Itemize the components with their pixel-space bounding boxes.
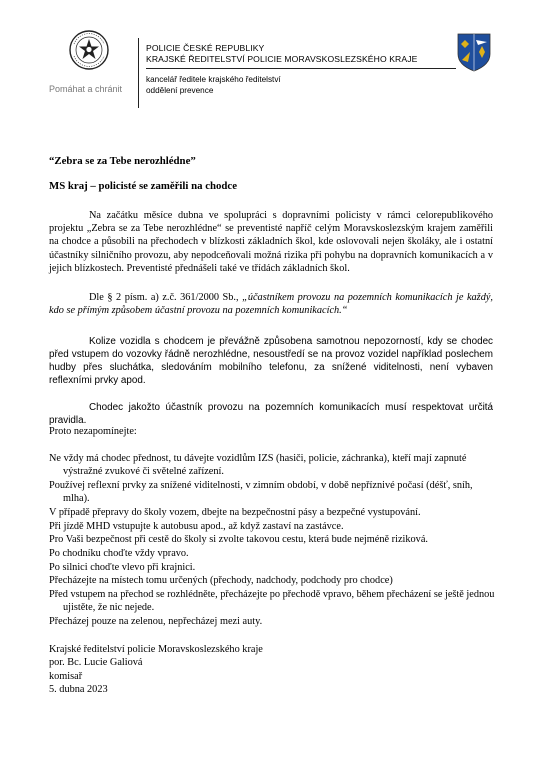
org-name-line1: POLICIE ČESKÉ REPUBLIKY bbox=[146, 43, 265, 53]
law-quote: „účastníkem provozu na pozemních komunikacích je každý, kdo se přímým způsobem účastní provozu na pozemních komunikacích.“ bbox=[49, 292, 493, 317]
list-item: V případě přepravy do školy vozem, dbejte na bezpečnostní pásy a bezpečné vystupování. bbox=[49, 506, 421, 518]
paragraph-intro: Na začátku měsíce dubna ve spolupráci s dopravními policisty v rámci celorepublikového projektu „Zebra se za Tebe nerozhlédne“ se preventisté napříč celým Moravskoslezským krajem zaměřili na chodce a působili na přechodech v blízkosti základních škol, kde oslovovali nejen školáky, ale i ostatní účastníky silničního provozu, aby nepodceňovali možná rizika při pohybu na dopravních komunikacích a v jejich blízkostech. Preventisté přednášeli také ve třídách základních škol. bbox=[49, 210, 493, 274]
police-badge-icon bbox=[68, 29, 110, 71]
list-item: Při jízdě MHD vstupujte k autobusu apod., až když zastaví na zastávce. bbox=[49, 520, 344, 532]
header-divider-vertical bbox=[138, 38, 139, 108]
tips-list bbox=[49, 452, 499, 629]
signature-org: Krajské ředitelství policie Moravskoslezského kraje bbox=[49, 644, 263, 655]
paragraph-collision: Kolize vozidla s chodcem je převážně způsobena samotnou nepozorností, kdy se chodec před vstupem do vozovky řádně nerozhlédne, nesoustředí se na provoz vozidel například poslechem hudby přes sluchátka, sledováním mobilního telefonu, za snížené viditelnosti, není vybaven reflexními prvky apod. bbox=[49, 336, 493, 386]
list-item: Pro Vaši bezpečnost při cestě do školy si zvolte takovou cestu, která bude nejméně riziková. bbox=[49, 534, 428, 546]
slogan: Pomáhat a chránit bbox=[49, 84, 123, 94]
tips-intro: Proto nezapomínejte: bbox=[49, 426, 137, 437]
signature-date: 5. dubna 2023 bbox=[49, 683, 108, 695]
law-reference: Dle § 2 písm. a) z.č. 361/2000 Sb., bbox=[89, 292, 243, 303]
list-item: Po chodníku choďte vždy vpravo. bbox=[49, 547, 189, 559]
list-item: Po silnici choďte vlevo při krajnici. bbox=[49, 561, 196, 573]
list-item: Používej reflexní prvky za snížené viditelnosti, v zimním období, v době nepříznivé počasí (déšť, sníh, mlha). bbox=[49, 479, 473, 505]
paragraph-law bbox=[49, 291, 493, 317]
org-name-line2: KRAJSKÉ ŘEDITELSTVÍ POLICIE MORAVSKOSLEZSKÉHO KRAJE bbox=[146, 54, 418, 64]
document-subtitle: MS kraj – policisté se zaměřili na chodce bbox=[49, 180, 238, 192]
signature-rank: komisař bbox=[49, 670, 83, 682]
header-divider-horizontal bbox=[146, 68, 456, 69]
list-item: Přecházej pouze na zelenou, nepřecházej mezi auty. bbox=[49, 615, 263, 627]
dept-line1: kancelář ředitele krajského ředitelství bbox=[146, 75, 281, 84]
paragraph-rules: Chodec jakožto účastník provozu na pozemních komunikacích musí respektovat určitá pravidla. bbox=[49, 402, 493, 426]
list-item: Před vstupem na přechod se rozhlédněte, přecházejte po přechodě vpravo, během přecházení se ještě jednou ujistěte, že nic nejede. bbox=[49, 589, 495, 614]
signature-name: por. Bc. Lucie Galiová bbox=[49, 657, 143, 669]
list-item: Přecházejte na místech tomu určených (přechody, nadchody, podchody pro chodce) bbox=[49, 575, 393, 587]
coat-of-arms-icon bbox=[456, 32, 492, 72]
document-title: “Zebra se za Tebe nerozhlédne” bbox=[49, 155, 196, 167]
signature-block bbox=[49, 643, 263, 696]
list-item: Ne vždy má chodec přednost, tu dávejte vozidlům IZS (hasiči, policie, záchranka), kteří mají zapnuté výstražné zvukové či světelné zařízení. bbox=[49, 453, 467, 478]
dept-line2: oddělení prevence bbox=[146, 86, 214, 95]
